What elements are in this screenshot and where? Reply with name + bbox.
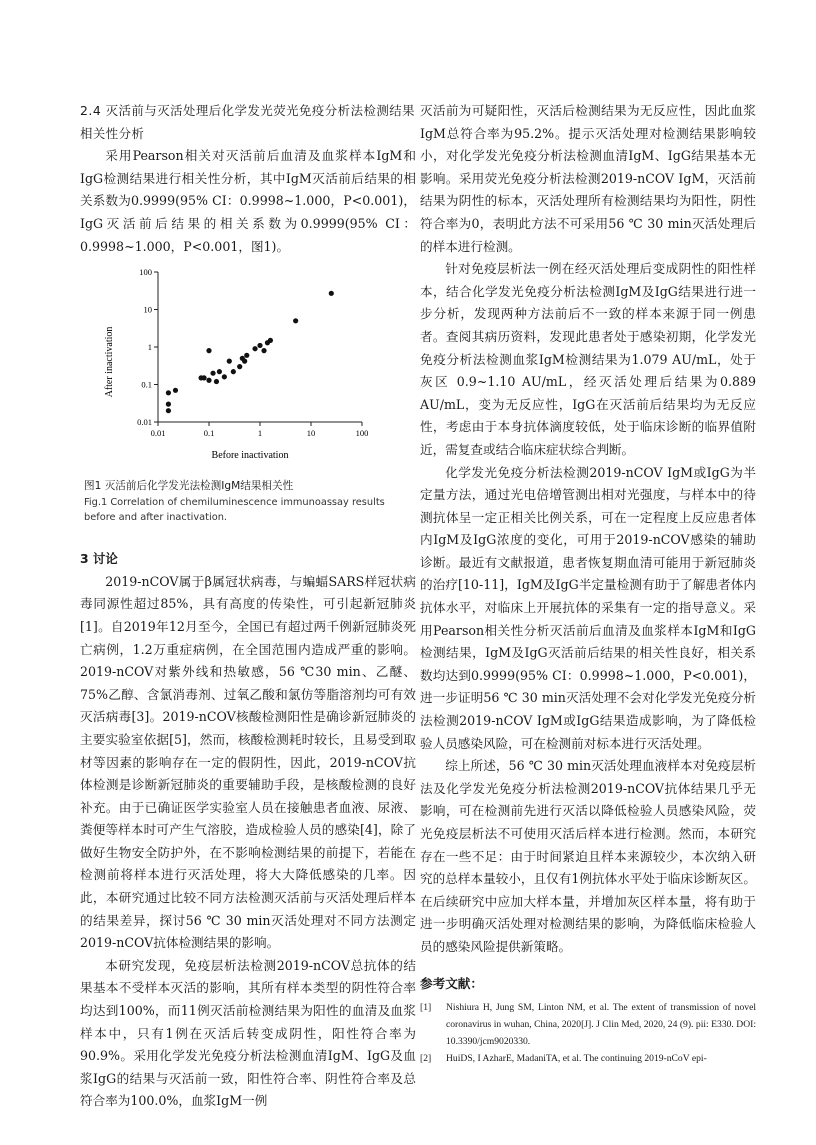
references-list (420, 999, 756, 1067)
reference-text: HuiDS, I AzharE, MadaniTA, et al. The continuing 2019-nCoV epi- (446, 1053, 707, 1065)
section-heading-3: 3 讨论 (80, 551, 118, 567)
data-point (210, 371, 215, 376)
data-point (231, 369, 236, 374)
data-point (206, 378, 211, 383)
reference-item (420, 1050, 756, 1067)
data-point (242, 359, 247, 364)
paragraph: 针对免疫层析法一例在经灭活处理后变成阴性的阳性样本，结合化学发光免疫分析法检测IgM及IgG结果进行进一步分析，发现两种方法前后不一致的样本来源于同一例患者。查阅其病历资料，发现此患者处于感染初期，化学发光免疫分析法检测血浆IgM检测结果为1.079 AU/mL，处于灰区 0.9~1.10 AU/mL，经灭活处理后结果为0.889 AU/mL，变为无反应性，IgG在灭活前后结果均为无反应性，考虑由于本身抗体滴度较低，处于临床诊断的临界值附近，需复查或结合临床症状综合判断。 (420, 261, 756, 457)
y-tick-label: 100 (139, 267, 152, 278)
paragraph: 综上所述，56 ℃ 30 min灭活处理血液样本对免疫层析法及化学发光免疫分析法检测2019-nCOV抗体结果几乎无影响，可在检测前先进行灭活以降低检验人员感染风险，荧光免疫层析法不可使用灭活后样本进行检测。然而，本研究存在一些不足：由于时间紧迫且样本来源较少，本次纳入研究的总样本量较小，且仅有1例抗体水平处于临床诊断灰区。在后续研究中应加大样本量，并增加灰区样本量，将有助于进一步明确灭活处理对检测结果的影响，为降低临床检验人员的感染风险提供新策略。 (420, 758, 756, 954)
reference-number: [2] (420, 1053, 432, 1065)
data-point (166, 402, 171, 407)
data-point (244, 353, 249, 358)
data-point (261, 348, 266, 353)
section-heading-2-4: 2.4 灭活前与灭活处理后化学发光荧光免疫分析法检测结果相关性分析 (80, 103, 416, 141)
y-tick-label: 1 (147, 342, 152, 353)
y-tick-label: 10 (143, 304, 152, 315)
data-point (222, 374, 227, 379)
x-tick-label: 100 (355, 428, 369, 439)
data-point (166, 408, 171, 413)
paragraph: 2019-nCOV属于β属冠状病毒，与蝙蝠SARS样冠状病毒同源性超过85%，具有高度的传染性，可引起新冠肺炎[1]。自2019年12月至今，全国已有超过两千例新冠肺炎死亡病例，1.2万重症病例，在全国范围内造成严重的影响。2019-nCOV对紫外线和热敏感，56 ℃30 min、乙醚、75%乙醇、含氯消毒剂、过氧乙酸和氯仿等脂溶剂均可有效灭活病毒[3]。2019-nCOV核酸检测阳性是确诊新冠肺炎的主要实验室依据[5]，然而，核酸检测耗时较长，且易受到取材等因素的影响存在一定的假阴性，因此，2019-nCOV抗体检测是诊断新冠肺炎的重要辅助手段，是核酸检测的良好补充。由于已确证医学实验室人员在接触患者血液、尿液、粪便等样本时可产生气溶胶，造成检验人员的感染[4]，除了做好生物安全防护外，在不影响检测结果的前提下，若能在检测前将样本进行灭活处理，将大大降低感染的几率。因此，本研究通过比较不同方法检测灭活前与灭活处理后样本的结果差异，探讨56 ℃ 30 min灭活处理对不同方法测定2019-nCOV抗体检测结果的影响。 (80, 573, 416, 951)
figure-caption-en: Fig.1 Correlation of chemiluminescence immunoassay results before and after inactivation. (84, 497, 385, 524)
paragraph: 灭活前为可疑阳性，灭活后检测结果为无反应性，因此血浆IgM总符合率为95.2%。提示灭活处理对检测结果影响较小，对化学发光免疫分析法检测血清IgM、IgG结果基本无影响。采用荧光免疫分析法检测2019-nCOV IgM，灭活前结果为阴性的标本，灭活处理所有检测结果均为阳性，阴性符合率为0，表明此方法不可采用56 ℃ 30 min灭活处理后的样本进行检测。 (420, 103, 756, 254)
paragraph: 本研究发现，免疫层析法检测2019-nCOV总抗体的结果基本不受样本灭活的影响，其所有样本类型的阴性符合率均达到100%，而11例灭活前检测结果为阳性的血清及血浆样本中，只有1例在灭活后转变成阴性，阳性符合率为90.9%。采用化学发光免疫分析法检测血清IgM、IgG及血浆IgG的结果与灭活前一致，阳性符合率、阴性符合率及总符合率为100.0%，血浆IgM一例 (80, 957, 416, 1109)
y-tick-label: 0.1 (141, 379, 152, 390)
paragraph: 化学发光免疫分析法检测2019-nCOV IgM或IgG为半定量方法，通过光电倍增管测出相对光强度，与样本中的待测抗体呈一定正相关比例关系，可在一定程度上反应患者体内IgM及IgG浓度的变化，可用于2019-nCOV感染的辅助诊断。最近有文献报道，患者恢复期血清可能用于新冠肺炎的治疗[10-11]，IgM及IgG半定量检测有助于了解患者体内抗体水平，对临床上开展抗体的采集有一定的指导意义。采用Pearson相关性分析灭活前后血清及血浆样本IgM和IgG检测结果，IgM及IgG灭活前后结果的相关性良好，相关系数均达到0.9999(95% CI：0.9998~1.000，P<0.001)，进一步证明56 ℃ 30 min灭活处理不会对化学发光免疫分析法检测2019-nCOV IgM或IgG结果造成影响，为了降低检验人员感染风险，可在检测前对标本进行灭活处理。 (420, 464, 756, 751)
scatter-plot (100, 264, 400, 464)
data-point (293, 318, 298, 323)
figure-caption-cn: 图1 灭活前后化学发光法检测IgM结果相关性 (84, 480, 294, 493)
data-point (206, 348, 211, 353)
data-point (217, 369, 222, 374)
y-axis-label: After inactivation (104, 326, 115, 398)
data-point (237, 364, 242, 369)
x-tick-label: 10 (306, 428, 316, 439)
reference-item (420, 999, 756, 1050)
x-tick-label: 0.1 (203, 428, 215, 439)
right-column (420, 100, 756, 1067)
data-point (257, 343, 262, 348)
x-axis-label: Before inactivation (211, 450, 289, 462)
figure-1 (80, 264, 416, 530)
data-point (173, 388, 178, 393)
x-tick-label: 0.01 (150, 428, 166, 439)
x-tick-label: 1 (257, 428, 263, 439)
reference-number: [1] (420, 1002, 432, 1014)
data-point (214, 379, 219, 384)
y-tick-label: 0.01 (137, 417, 152, 428)
left-column (80, 100, 416, 1113)
data-point (166, 390, 171, 395)
data-point (227, 359, 232, 364)
data-point (201, 375, 206, 380)
data-point (268, 338, 273, 343)
data-point (252, 346, 257, 351)
reference-text: Nishiura H, Jung SM, Linton NM, et al. The extent of transmission of novel coronavirus in wuhan, China, 2020[J]. J Clin Med, 2020, 24 (9). pii: E330. DOI: 10.3390/jcm9020330. (446, 1002, 756, 1048)
paragraph: 采用Pearson相关对灭活前后血清及血浆样本IgM和IgG检测结果进行相关性分析，其中IgM灭活前后结果的相关系数为0.9999(95% CI：0.9998~1.000，P<0.001)，IgG灭活前后结果的相关系数为0.9999(95% CI：0.9998~1.000，P<0.001，图1)。 (80, 148, 416, 254)
data-point (329, 291, 334, 296)
references-heading: 参考文献： (420, 975, 483, 991)
